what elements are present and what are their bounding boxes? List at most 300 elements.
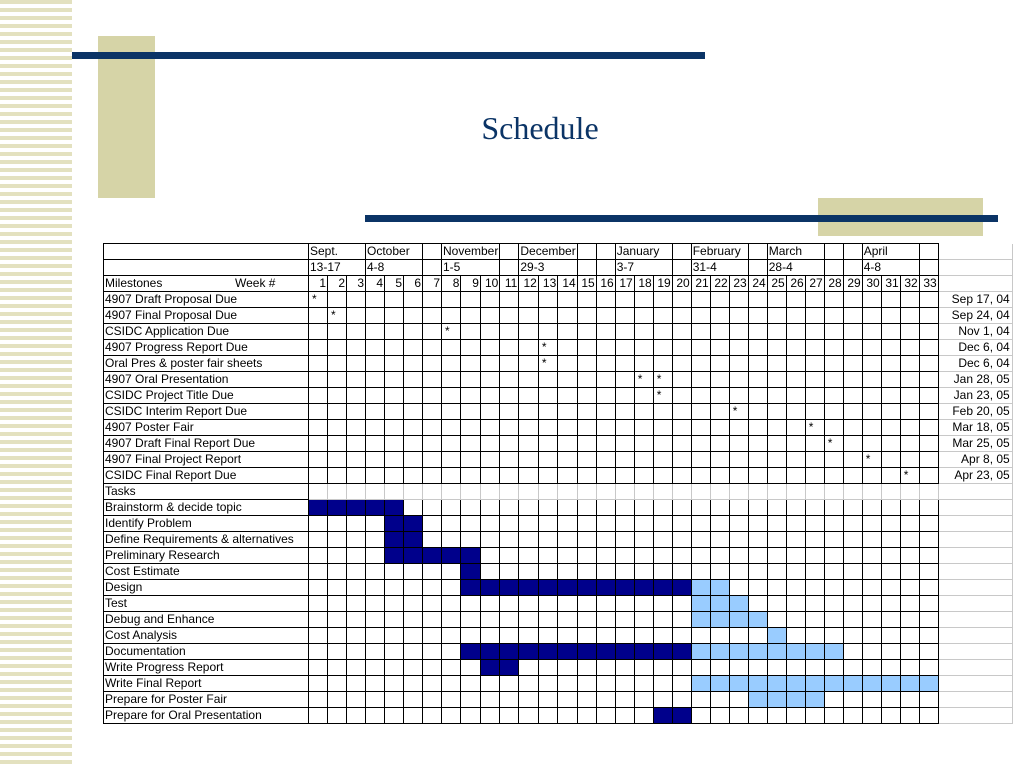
grid-cell [519, 548, 538, 564]
grid-cell [480, 532, 499, 548]
grid-cell [843, 308, 862, 324]
grid-cell [423, 628, 442, 644]
grid-cell [328, 324, 347, 340]
grid-cell [805, 708, 824, 724]
grid-cell [366, 340, 385, 356]
grid-cell [805, 660, 824, 676]
grid-cell [423, 596, 442, 612]
grid-cell [862, 516, 881, 532]
grid-cell [500, 468, 519, 484]
task-bar-cell-dark [519, 580, 538, 596]
grid-cell [404, 340, 423, 356]
task-row [104, 516, 1013, 532]
month-gap-cell [596, 260, 615, 276]
grid-cell [710, 564, 729, 580]
grid-cell [843, 324, 862, 340]
grid-cell [577, 292, 596, 308]
grid-cell [442, 420, 461, 436]
grid-cell [634, 692, 653, 708]
grid-cell [881, 436, 900, 452]
grid-cell [900, 388, 919, 404]
grid-cell [442, 340, 461, 356]
grid-cell [805, 308, 824, 324]
week-number-cell: 27 [805, 276, 824, 292]
grid-cell [691, 292, 710, 308]
grid-cell [500, 500, 519, 516]
grid-cell [862, 292, 881, 308]
grid-cell [328, 708, 347, 724]
week-number-cell: 10 [480, 276, 499, 292]
task-name: Documentation [104, 644, 309, 660]
grid-cell [461, 484, 480, 500]
grid-cell [862, 644, 881, 660]
month-gap-cell [919, 244, 938, 260]
grid-cell [404, 708, 423, 724]
date-blank [938, 548, 1012, 564]
tasks-label: Tasks [104, 484, 309, 500]
grid-cell [729, 484, 748, 500]
grid-cell [328, 292, 347, 308]
grid-cell [328, 484, 347, 500]
grid-cell [824, 596, 843, 612]
grid-cell [480, 452, 499, 468]
grid-cell [480, 404, 499, 420]
grid-cell [748, 596, 767, 612]
grid-cell [672, 564, 691, 580]
grid-cell [577, 468, 596, 484]
grid-cell [615, 340, 634, 356]
task-name: Cost Estimate [104, 564, 309, 580]
grid-cell [672, 596, 691, 612]
grid-cell [805, 580, 824, 596]
grid-cell [767, 580, 786, 596]
grid-cell [748, 564, 767, 580]
grid-cell [634, 516, 653, 532]
milestone-mark: * [538, 356, 557, 372]
grid-cell [385, 644, 404, 660]
grid-cell [900, 452, 919, 468]
grid-cell [347, 420, 366, 436]
grid-cell [786, 340, 805, 356]
month-gap-cell [748, 260, 767, 276]
grid-cell [309, 532, 328, 548]
grid-cell [729, 708, 748, 724]
grid-cell [710, 708, 729, 724]
grid-cell [347, 692, 366, 708]
grid-cell [366, 660, 385, 676]
grid-cell [538, 452, 557, 468]
milestone-date: Jan 28, 05 [938, 372, 1012, 388]
grid-cell [634, 404, 653, 420]
milestone-mark: * [538, 340, 557, 356]
grid-cell [710, 516, 729, 532]
grid-cell [900, 308, 919, 324]
grid-cell [691, 436, 710, 452]
grid-cell [309, 692, 328, 708]
grid-cell [729, 628, 748, 644]
grid-cell [538, 500, 557, 516]
grid-cell [786, 564, 805, 580]
grid-cell [843, 532, 862, 548]
grid-cell [558, 356, 577, 372]
grid-cell [596, 452, 615, 468]
month-range-cell: 29-3 [519, 260, 577, 276]
month-gap-cell [596, 244, 615, 260]
grid-cell [881, 356, 900, 372]
week-number-cell: 1 [309, 276, 328, 292]
month-label-cell: November [443, 244, 499, 258]
milestone-row [104, 372, 1013, 388]
grid-cell [615, 324, 634, 340]
grid-cell [900, 372, 919, 388]
grid-cell [615, 420, 634, 436]
grid-cell [442, 628, 461, 644]
grid-cell [519, 564, 538, 580]
grid-cell [596, 388, 615, 404]
grid-cell [805, 452, 824, 468]
grid-cell [404, 356, 423, 372]
task-name: Cost Analysis [104, 628, 309, 644]
grid-cell [691, 516, 710, 532]
task-row [104, 612, 1013, 628]
grid-cell [729, 580, 748, 596]
grid-cell [672, 404, 691, 420]
grid-cell [691, 356, 710, 372]
grid-cell [347, 596, 366, 612]
grid-cell [480, 564, 499, 580]
grid-cell [862, 596, 881, 612]
grid-cell [634, 308, 653, 324]
task-bar-cell-light [805, 644, 824, 660]
grid-cell [366, 644, 385, 660]
milestone-date: Feb 20, 05 [938, 404, 1012, 420]
grid-cell [634, 292, 653, 308]
grid-cell [442, 692, 461, 708]
month-range-cell: 31-4 [691, 260, 748, 276]
grid-cell [519, 420, 538, 436]
grid-cell [615, 708, 634, 724]
grid-cell [672, 500, 691, 516]
task-row [104, 596, 1013, 612]
grid-cell [596, 692, 615, 708]
month-label-cell: January [615, 244, 672, 260]
milestone-row [104, 468, 1013, 484]
grid-cell [385, 372, 404, 388]
grid-cell [843, 436, 862, 452]
grid-cell [748, 372, 767, 388]
grid-cell [480, 420, 499, 436]
grid-cell [634, 436, 653, 452]
grid-cell [309, 308, 328, 324]
task-bar-cell-light [710, 596, 729, 612]
grid-cell [328, 596, 347, 612]
grid-cell [558, 436, 577, 452]
grid-cell [805, 372, 824, 388]
task-row [104, 676, 1013, 692]
grid-cell [881, 404, 900, 420]
grid-cell [366, 420, 385, 436]
date-blank [938, 564, 1012, 580]
grid-cell [558, 548, 577, 564]
month-gap-cell [500, 244, 519, 260]
grid-cell [786, 452, 805, 468]
grid-cell [786, 660, 805, 676]
grid-cell [442, 532, 461, 548]
grid-cell [672, 484, 691, 500]
grid-cell [558, 372, 577, 388]
grid-cell [480, 676, 499, 692]
grid-cell [558, 612, 577, 628]
task-name: Test [104, 596, 309, 612]
grid-cell [729, 692, 748, 708]
date-header-blank [938, 276, 1012, 292]
grid-cell [729, 548, 748, 564]
grid-cell [461, 388, 480, 404]
task-bar-cell-dark [404, 532, 423, 548]
grid-cell [786, 324, 805, 340]
grid-cell [615, 692, 634, 708]
date-blank [938, 596, 1012, 612]
grid-cell [366, 468, 385, 484]
grid-cell [881, 644, 900, 660]
grid-cell [862, 484, 881, 500]
grid-cell [843, 452, 862, 468]
milestone-name: 4907 Oral Presentation [104, 372, 309, 388]
grid-cell [919, 436, 938, 452]
grid-cell [347, 660, 366, 676]
month-gap-cell [843, 244, 862, 260]
month-range-cell: 13-17 [309, 260, 366, 276]
grid-cell [748, 468, 767, 484]
task-bar-cell-light [691, 580, 710, 596]
grid-cell [672, 388, 691, 404]
grid-cell [672, 436, 691, 452]
grid-cell [480, 308, 499, 324]
date-blank [938, 484, 1012, 500]
grid-cell [653, 532, 672, 548]
grid-cell [653, 324, 672, 340]
grid-cell [423, 420, 442, 436]
task-bar-cell-light [767, 692, 786, 708]
grid-cell [653, 548, 672, 564]
month-label-cell: Sept. [309, 244, 366, 260]
grid-cell [596, 436, 615, 452]
grid-cell [519, 340, 538, 356]
grid-cell [843, 612, 862, 628]
grid-cell [748, 404, 767, 420]
milestone-mark: * [805, 420, 824, 436]
week-number-cell: 14 [558, 276, 577, 292]
grid-cell [328, 580, 347, 596]
grid-cell [309, 340, 328, 356]
grid-cell [767, 708, 786, 724]
grid-cell [500, 372, 519, 388]
grid-cell [900, 660, 919, 676]
grid-cell [691, 548, 710, 564]
grid-cell [900, 516, 919, 532]
grid-cell [404, 292, 423, 308]
grid-cell [824, 404, 843, 420]
task-bar-cell-dark [672, 580, 691, 596]
grid-cell [347, 708, 366, 724]
grid-cell [347, 612, 366, 628]
grid-cell [596, 484, 615, 500]
grid-cell [843, 292, 862, 308]
grid-cell [710, 404, 729, 420]
task-bar-cell-dark [480, 644, 499, 660]
week-header-row [104, 276, 1013, 292]
grid-cell [843, 340, 862, 356]
grid-cell [919, 516, 938, 532]
grid-cell [729, 452, 748, 468]
date-blank [938, 580, 1012, 596]
grid-cell [919, 452, 938, 468]
grid-cell [900, 292, 919, 308]
grid-cell [767, 404, 786, 420]
grid-cell [577, 532, 596, 548]
grid-cell [309, 436, 328, 452]
grid-cell [519, 308, 538, 324]
grid-cell [385, 308, 404, 324]
grid-cell [596, 356, 615, 372]
grid-cell [615, 452, 634, 468]
grid-cell [366, 404, 385, 420]
grid-cell [385, 452, 404, 468]
grid-cell [366, 548, 385, 564]
grid-cell [615, 676, 634, 692]
grid-cell [309, 356, 328, 372]
grid-cell [653, 404, 672, 420]
grid-cell [461, 452, 480, 468]
grid-cell [615, 372, 634, 388]
grid-cell [615, 628, 634, 644]
milestone-mark: * [309, 292, 328, 308]
task-bar-cell-dark [385, 516, 404, 532]
grid-cell [900, 420, 919, 436]
grid-cell [596, 468, 615, 484]
grid-cell [862, 468, 881, 484]
grid-cell [461, 500, 480, 516]
grid-cell [404, 452, 423, 468]
grid-cell [442, 388, 461, 404]
grid-cell [442, 292, 461, 308]
grid-cell [596, 532, 615, 548]
grid-cell [500, 420, 519, 436]
grid-cell [577, 420, 596, 436]
month-gap-cell [824, 244, 843, 260]
grid-cell [919, 660, 938, 676]
task-bar-cell-light [767, 644, 786, 660]
grid-cell [596, 500, 615, 516]
grid-cell [615, 292, 634, 308]
grid-cell [538, 532, 557, 548]
grid-cell [328, 420, 347, 436]
grid-cell [328, 628, 347, 644]
grid-cell [748, 340, 767, 356]
date-header-blank [938, 244, 1012, 260]
grid-cell [881, 692, 900, 708]
milestone-mark: * [442, 324, 461, 340]
grid-cell [500, 340, 519, 356]
grid-cell [309, 468, 328, 484]
grid-cell [767, 324, 786, 340]
grid-cell [558, 452, 577, 468]
slide-title: Schedule [481, 110, 599, 146]
grid-cell [442, 708, 461, 724]
grid-cell [786, 484, 805, 500]
grid-cell [615, 548, 634, 564]
grid-cell [767, 340, 786, 356]
grid-cell [500, 612, 519, 628]
grid-cell [500, 692, 519, 708]
week-number-cell: 11 [500, 276, 519, 292]
grid-cell [691, 468, 710, 484]
grid-cell [919, 324, 938, 340]
grid-cell [404, 660, 423, 676]
grid-cell [538, 388, 557, 404]
grid-cell [634, 708, 653, 724]
grid-cell [480, 372, 499, 388]
grid-cell [347, 548, 366, 564]
task-bar-cell-dark [500, 580, 519, 596]
week-number-cell: 32 [900, 276, 919, 292]
grid-cell [881, 516, 900, 532]
milestone-name: CSIDC Project Title Due [104, 388, 309, 404]
task-name: Design [104, 580, 309, 596]
grid-cell [442, 660, 461, 676]
grid-cell [558, 532, 577, 548]
grid-cell [404, 676, 423, 692]
grid-cell [423, 340, 442, 356]
grid-cell [691, 628, 710, 644]
grid-cell [423, 580, 442, 596]
grid-cell [767, 292, 786, 308]
grid-cell [881, 452, 900, 468]
milestone-row [104, 436, 1013, 452]
grid-cell [519, 660, 538, 676]
grid-cell [919, 404, 938, 420]
task-bar-cell-light [881, 676, 900, 692]
task-bar-cell-light [748, 676, 767, 692]
grid-cell [843, 372, 862, 388]
task-name: Define Requirements & alternatives [104, 532, 309, 548]
grid-cell [461, 292, 480, 308]
grid-cell [366, 596, 385, 612]
grid-cell [347, 324, 366, 340]
task-bar-cell-light [767, 628, 786, 644]
task-bar-cell-dark [596, 644, 615, 660]
grid-cell [786, 500, 805, 516]
grid-cell [366, 372, 385, 388]
task-bar-cell-dark [480, 580, 499, 596]
grid-cell [480, 340, 499, 356]
grid-cell [615, 308, 634, 324]
milestone-mark: * [824, 436, 843, 452]
grid-cell [748, 420, 767, 436]
grid-cell [538, 660, 557, 676]
date-blank [938, 612, 1012, 628]
grid-cell [309, 644, 328, 660]
grid-cell [786, 516, 805, 532]
grid-cell [461, 324, 480, 340]
grid-cell [748, 292, 767, 308]
grid-cell [366, 692, 385, 708]
grid-cell [558, 628, 577, 644]
grid-cell [805, 404, 824, 420]
grid-cell [596, 564, 615, 580]
grid-cell [347, 388, 366, 404]
grid-cell [881, 388, 900, 404]
